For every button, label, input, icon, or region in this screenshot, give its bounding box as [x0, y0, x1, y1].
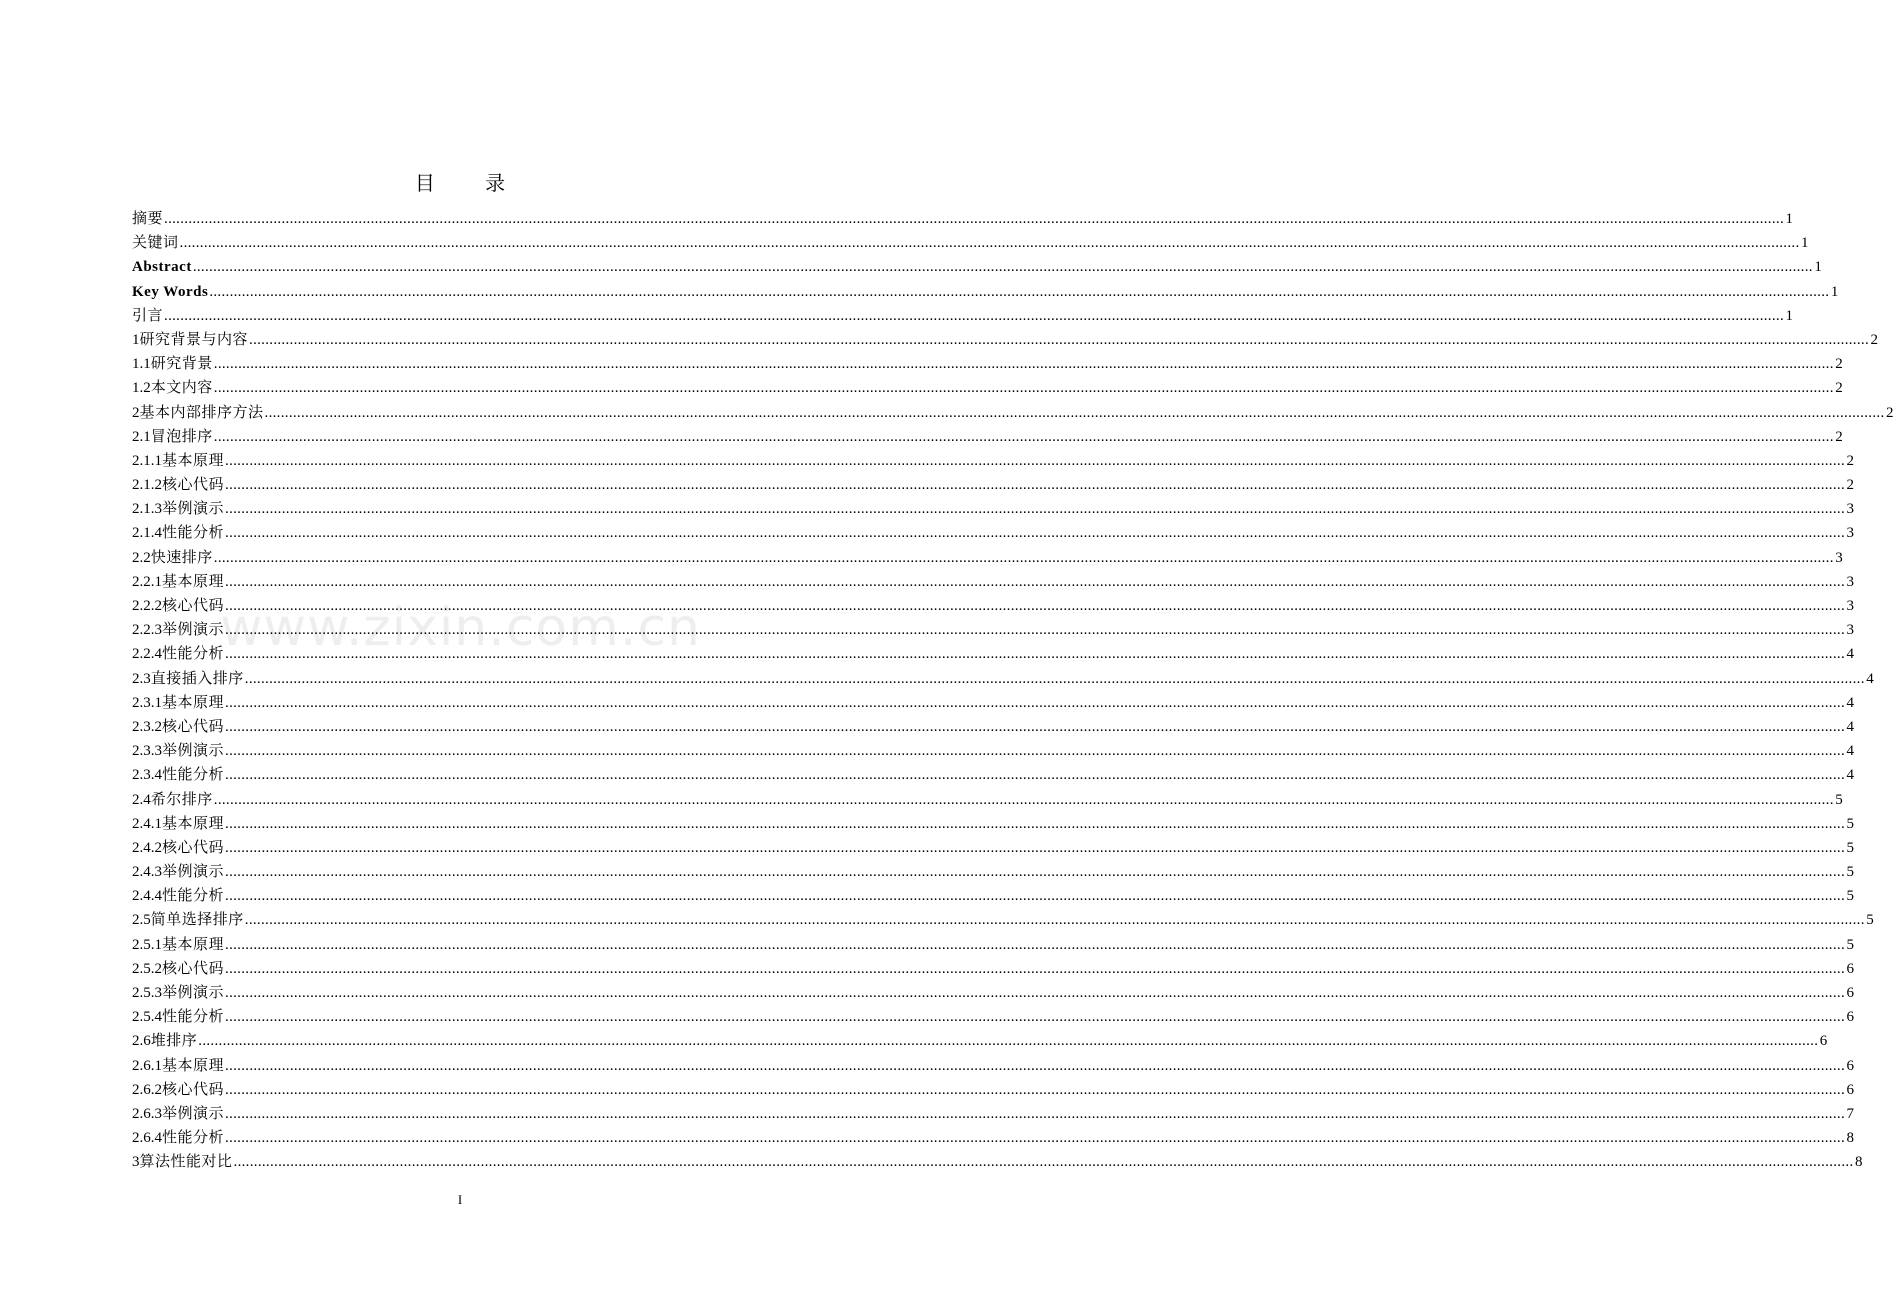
- toc-dot-leader: ................................................................................................................................................................................................................................................................................................................................................................................................................: [225, 839, 1846, 856]
- toc-entry-number: 2.4.3: [132, 864, 162, 881]
- toc-entry[interactable]: [132, 836, 1855, 860]
- toc-entry[interactable]: [132, 352, 1843, 376]
- toc-entry-page: 6: [1846, 985, 1855, 1001]
- toc-dot-leader: ................................................................................................................................................................................................................................................................................................................................................................................................................: [225, 743, 1846, 760]
- toc-entry[interactable]: [132, 1078, 1855, 1102]
- toc-dot-leader: ................................................................................................................................................................................................................................................................................................................................................................................................................: [192, 259, 1813, 276]
- toc-entry-page: 6: [1846, 1009, 1855, 1026]
- toc-entry-page: 5: [1846, 936, 1855, 953]
- toc-entry-number: 2.4: [132, 791, 151, 808]
- toc-entry-title: 基本原理: [162, 815, 225, 832]
- toc-entry-title: 举例演示: [162, 985, 225, 1001]
- toc-entry-number: 2.6.2: [132, 1081, 162, 1098]
- toc-dot-leader: ................................................................................................................................................................................................................................................................................................................................................................................................................: [225, 501, 1846, 518]
- toc-dot-leader: ................................................................................................................................................................................................................................................................................................................................................................................................................: [198, 1033, 1819, 1050]
- toc-entry-number: 2.1.4: [132, 525, 162, 542]
- toc-entry-number: 1.1: [132, 356, 151, 373]
- toc-entry-number: 2.3.1: [132, 694, 162, 711]
- toc-entry-title: 冒泡排序: [150, 428, 213, 445]
- toc-entry-page: 1: [1785, 307, 1794, 324]
- toc-entry-page: 6: [1819, 1033, 1828, 1050]
- toc-entry-title: 算法性能对比: [139, 1154, 233, 1171]
- toc-dot-leader: ................................................................................................................................................................................................................................................................................................................................................................................................................: [225, 864, 1846, 881]
- toc-dot-leader: ................................................................................................................................................................................................................................................................................................................................................................................................................: [225, 1057, 1846, 1074]
- toc-dot-leader: ................................................................................................................................................................................................................................................................................................................................................................................................................: [209, 283, 1830, 300]
- toc-entry[interactable]: [132, 981, 1855, 1005]
- toc-dot-leader: ................................................................................................................................................................................................................................................................................................................................................................................................................: [213, 549, 1834, 566]
- toc-dot-leader: ................................................................................................................................................................................................................................................................................................................................................................................................................: [225, 646, 1846, 663]
- toc-entry[interactable]: [132, 812, 1855, 836]
- toc-entry-title: 性能分析: [162, 1130, 225, 1147]
- toc-entry-title: 举例演示: [162, 501, 225, 518]
- toc-entry-title: 研究背景: [150, 356, 213, 373]
- toc-entry-page: 5: [1846, 888, 1855, 905]
- toc-entry[interactable]: [132, 715, 1855, 739]
- toc-entry[interactable]: [132, 933, 1855, 957]
- toc-entry-title: 举例演示: [162, 622, 225, 639]
- toc-entry-title: 希尔排序: [150, 791, 213, 808]
- toc-entry-title: 基本原理: [162, 452, 225, 469]
- toc-entry-page: 4: [1846, 694, 1855, 711]
- toc-entry[interactable]: [132, 1029, 1828, 1053]
- toc-dot-leader: ................................................................................................................................................................................................................................................................................................................................................................................................................: [225, 477, 1846, 494]
- toc-dot-leader: ................................................................................................................................................................................................................................................................................................................................................................................................................: [225, 815, 1846, 832]
- toc-entry-page: 1: [1814, 259, 1822, 276]
- toc-entry[interactable]: [132, 376, 1843, 400]
- toc-entry-page: 6: [1846, 1081, 1855, 1098]
- toc-entry-title: 本文内容: [150, 380, 213, 397]
- toc-dot-leader: ................................................................................................................................................................................................................................................................................................................................................................................................................: [225, 573, 1846, 590]
- toc-entry-number: 2.2: [132, 549, 151, 566]
- toc-dot-leader: ................................................................................................................................................................................................................................................................................................................................................................................................................: [225, 1130, 1846, 1147]
- toc-dot-leader: ................................................................................................................................................................................................................................................................................................................................................................................................................: [233, 1154, 1854, 1171]
- toc-entry-page: 5: [1846, 864, 1855, 881]
- toc-entry-number: 1.2: [132, 380, 151, 397]
- toc-entry[interactable]: [132, 739, 1855, 763]
- toc-entry-number: 3: [132, 1154, 140, 1171]
- toc-entry-number: 2.5.2: [132, 960, 162, 977]
- toc-dot-leader: ................................................................................................................................................................................................................................................................................................................................................................................................................: [179, 235, 1800, 252]
- toc-entry-page: 8: [1855, 1154, 1863, 1171]
- toc-dot-leader: ................................................................................................................................................................................................................................................................................................................................................................................................................: [225, 525, 1846, 542]
- toc-entry[interactable]: [132, 328, 1879, 352]
- toc-entry-title: 核心代码: [162, 477, 225, 494]
- toc-entry-page: 2: [1870, 331, 1879, 348]
- toc-entry-title: 核心代码: [162, 718, 225, 735]
- toc-entry[interactable]: [132, 304, 1794, 328]
- toc-entry-number: 2.2.2: [132, 598, 162, 614]
- toc-entry-title: 性能分析: [162, 888, 225, 905]
- toc-entry-title: 快速排序: [150, 549, 213, 566]
- toc-entry-page: 4: [1846, 743, 1855, 760]
- toc-entry-number: 2.4.2: [132, 839, 162, 856]
- toc-dot-leader: ................................................................................................................................................................................................................................................................................................................................................................................................................: [213, 380, 1834, 397]
- toc-entry-title: 研究背景与内容: [139, 331, 249, 348]
- toc-entry[interactable]: [132, 1054, 1855, 1078]
- toc-entry-page: 6: [1846, 960, 1855, 977]
- toc-dot-leader: ................................................................................................................................................................................................................................................................................................................................................................................................................: [225, 960, 1846, 977]
- toc-entry-page: 3: [1846, 525, 1855, 542]
- toc-entry[interactable]: [132, 884, 1855, 908]
- toc-entry[interactable]: [132, 546, 1843, 570]
- toc-entry-title: 性能分析: [162, 1009, 225, 1026]
- toc-dot-leader: ................................................................................................................................................................................................................................................................................................................................................................................................................: [225, 985, 1846, 1001]
- toc-entry-page: 7: [1846, 1105, 1855, 1122]
- toc-entry-title: Key Words: [132, 283, 209, 300]
- toc-entry-title: 简单选择排序: [150, 912, 244, 929]
- toc-dot-leader: ................................................................................................................................................................................................................................................................................................................................................................................................................: [249, 331, 1870, 348]
- toc-dot-leader: ................................................................................................................................................................................................................................................................................................................................................................................................................: [225, 598, 1846, 614]
- toc-entry-title: 举例演示: [162, 864, 225, 881]
- toc-entry[interactable]: [132, 570, 1855, 594]
- toc-entry-number: 2.1.3: [132, 501, 162, 518]
- toc-entry[interactable]: [132, 473, 1855, 497]
- toc-dot-leader: ................................................................................................................................................................................................................................................................................................................................................................................................................: [225, 718, 1846, 735]
- toc-entry-page: 3: [1835, 549, 1843, 566]
- toc-entry[interactable]: [132, 642, 1855, 666]
- toc-entry[interactable]: [132, 425, 1843, 449]
- toc-entry-page: 2: [1835, 380, 1843, 397]
- toc-entry-number: 2.6: [132, 1033, 151, 1050]
- toc-entry-number: 2.1.2: [132, 477, 162, 494]
- toc-entry-page: 2: [1835, 356, 1843, 373]
- toc-dot-leader: ................................................................................................................................................................................................................................................................................................................................................................................................................: [213, 791, 1834, 808]
- toc-entry[interactable]: [132, 1126, 1855, 1150]
- toc-entry-title: 性能分析: [162, 646, 225, 663]
- toc-entry[interactable]: [132, 691, 1855, 715]
- toc-entry[interactable]: [132, 207, 1794, 231]
- toc-dot-leader: ................................................................................................................................................................................................................................................................................................................................................................................................................: [225, 1009, 1846, 1026]
- toc-entry-title: 核心代码: [162, 1081, 225, 1098]
- toc-entry-page: 4: [1866, 670, 1874, 687]
- toc-entry-number: 2.6.3: [132, 1105, 162, 1122]
- toc-entry-title: 举例演示: [162, 743, 225, 760]
- toc-entry[interactable]: [132, 401, 1894, 425]
- toc-dot-leader: ................................................................................................................................................................................................................................................................................................................................................................................................................: [225, 1081, 1846, 1098]
- toc-entry[interactable]: [132, 618, 1855, 642]
- toc-entry-number: 2.5.3: [132, 985, 162, 1001]
- watermark: www.zixin.com.cn: [220, 598, 701, 658]
- toc-dot-leader: ................................................................................................................................................................................................................................................................................................................................................................................................................: [225, 694, 1846, 711]
- toc-entry-title: 引言: [132, 307, 164, 324]
- toc-entry-title: 直接插入排序: [150, 670, 244, 687]
- toc-entry-number: 2.1: [132, 428, 151, 445]
- toc-entry-number: 2.4.1: [132, 815, 162, 832]
- toc-dot-leader: ................................................................................................................................................................................................................................................................................................................................................................................................................: [213, 428, 1834, 445]
- toc-entry-title: 核心代码: [162, 598, 225, 614]
- toc-dot-leader: ................................................................................................................................................................................................................................................................................................................................................................................................................: [225, 767, 1846, 784]
- toc-entry[interactable]: [132, 280, 1839, 304]
- toc-entry-title: 基本内部排序方法: [139, 404, 264, 421]
- toc-entry-page: 5: [1866, 912, 1874, 929]
- toc-entry-number: 2.4.4: [132, 888, 162, 905]
- toc-entry-title: 基本原理: [162, 694, 225, 711]
- toc-entry[interactable]: [132, 957, 1855, 981]
- toc-entry[interactable]: [132, 497, 1855, 521]
- toc-entry-number: 2: [132, 404, 140, 421]
- toc-entry[interactable]: [132, 860, 1855, 884]
- toc-entry-title: 核心代码: [162, 960, 225, 977]
- toc-entry-number: 2.6.4: [132, 1130, 162, 1147]
- toc-entry-page: 2: [1835, 428, 1843, 445]
- toc-entry-number: 2.3.4: [132, 767, 162, 784]
- toc-entry[interactable]: [132, 231, 1809, 255]
- toc-entry-page: 2: [1846, 477, 1855, 494]
- toc-entry[interactable]: [132, 1150, 1863, 1174]
- toc-entry-number: 2.3.2: [132, 718, 162, 735]
- toc-entry-number: 2.5.1: [132, 936, 162, 953]
- toc-dot-leader: ................................................................................................................................................................................................................................................................................................................................................................................................................: [164, 307, 1785, 324]
- toc-entry-page: 2: [1846, 452, 1855, 469]
- toc-entry-title: 关键词: [132, 235, 179, 252]
- toc-entry-page: 1: [1785, 211, 1794, 227]
- toc-entry-page: 3: [1846, 573, 1855, 590]
- toc-entry-title: 基本原理: [162, 1057, 225, 1074]
- toc-entry-number: 2.2.4: [132, 646, 162, 663]
- toc-entry[interactable]: [132, 908, 1874, 932]
- toc-entry-title: 基本原理: [162, 573, 225, 590]
- toc-entry-number: 2.2.1: [132, 573, 162, 590]
- toc-entry-number: 2.2.3: [132, 622, 162, 639]
- toc-entry-page: 5: [1846, 815, 1855, 832]
- toc-entry-page: 4: [1846, 646, 1855, 663]
- toc-entry[interactable]: [132, 521, 1855, 545]
- toc-entry[interactable]: [132, 449, 1855, 473]
- toc-entry-title: 性能分析: [162, 525, 225, 542]
- table-of-contents: [132, 207, 1894, 1175]
- toc-entry-page: 4: [1846, 767, 1855, 784]
- toc-dot-leader: ................................................................................................................................................................................................................................................................................................................................................................................................................: [225, 888, 1846, 905]
- toc-entry-number: 2.5.4: [132, 1009, 162, 1026]
- toc-entry-page: 3: [1846, 501, 1855, 518]
- toc-entry[interactable]: [132, 1102, 1855, 1126]
- toc-entry-page: 1: [1830, 283, 1839, 300]
- toc-entry-title: 摘要: [132, 211, 164, 227]
- toc-entry-page: 8: [1846, 1130, 1855, 1147]
- toc-dot-leader: ................................................................................................................................................................................................................................................................................................................................................................................................................: [213, 356, 1834, 373]
- toc-entry[interactable]: [132, 788, 1843, 812]
- toc-dot-leader: ................................................................................................................................................................................................................................................................................................................................................................................................................: [244, 670, 1865, 687]
- toc-entry-page: 3: [1846, 598, 1855, 614]
- toc-entry-number: 2.3.3: [132, 743, 162, 760]
- toc-entry[interactable]: [132, 667, 1874, 691]
- toc-dot-leader: ................................................................................................................................................................................................................................................................................................................................................................................................................: [225, 452, 1846, 469]
- toc-entry[interactable]: [132, 255, 1822, 279]
- toc-entry[interactable]: [132, 594, 1855, 618]
- toc-dot-leader: ................................................................................................................................................................................................................................................................................................................................................................................................................: [244, 912, 1865, 929]
- toc-dot-leader: ................................................................................................................................................................................................................................................................................................................................................................................................................: [264, 404, 1885, 421]
- toc-entry[interactable]: [132, 1005, 1855, 1029]
- toc-entry-title: 基本原理: [162, 936, 225, 953]
- toc-entry-page: 2: [1886, 404, 1894, 421]
- toc-dot-leader: ................................................................................................................................................................................................................................................................................................................................................................................................................: [225, 622, 1846, 639]
- toc-entry-page: 6: [1846, 1057, 1855, 1074]
- toc-entry-page: 1: [1801, 235, 1809, 252]
- toc-entry-number: 2.1.1: [132, 452, 162, 469]
- toc-entry-page: 5: [1835, 791, 1843, 808]
- toc-dot-leader: ................................................................................................................................................................................................................................................................................................................................................................................................................: [225, 1105, 1846, 1122]
- toc-entry-title: 性能分析: [162, 767, 225, 784]
- toc-entry-title: 举例演示: [162, 1105, 225, 1122]
- page-title: 目 录: [414, 171, 528, 195]
- toc-entry-title: 堆排序: [150, 1033, 198, 1050]
- toc-entry-number: 2.5: [132, 912, 151, 929]
- toc-entry-number: 1: [132, 331, 140, 348]
- toc-entry-number: 2.6.1: [132, 1057, 162, 1074]
- toc-entry[interactable]: [132, 763, 1855, 787]
- toc-entry-page: 5: [1846, 839, 1855, 856]
- toc-entry-title: Abstract: [132, 259, 192, 276]
- toc-entry-number: 2.3: [132, 670, 151, 687]
- toc-entry-page: 3: [1846, 622, 1855, 639]
- toc-entry-page: 4: [1846, 718, 1855, 735]
- toc-entry-title: 核心代码: [162, 839, 225, 856]
- page-number: I: [457, 1192, 463, 1207]
- toc-dot-leader: ................................................................................................................................................................................................................................................................................................................................................................................................................: [164, 211, 1785, 227]
- toc-dot-leader: ................................................................................................................................................................................................................................................................................................................................................................................................................: [225, 936, 1846, 953]
